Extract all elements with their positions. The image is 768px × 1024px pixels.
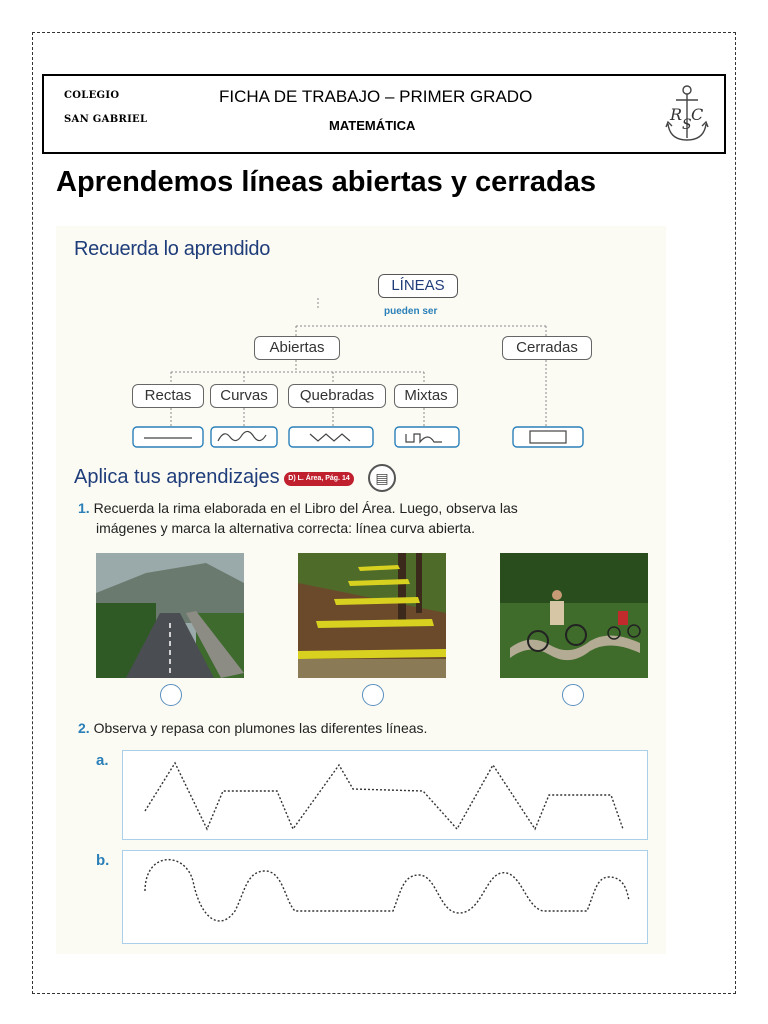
anchor-seal-icon: [662, 82, 712, 146]
concept-root-lineas: LÍNEAS: [378, 274, 458, 298]
parking-curbs-photo: [298, 553, 446, 678]
answer-option-curbs[interactable]: [362, 684, 384, 706]
question-2: [78, 718, 427, 738]
concept-abiertas: Abiertas: [254, 336, 340, 360]
zigzag-line-example: [288, 426, 374, 448]
svg-text:S: S: [682, 117, 692, 133]
concept-rectas: Rectas: [132, 384, 204, 408]
trace-area-b[interactable]: [122, 850, 648, 944]
header-box: [42, 74, 726, 154]
item-a-label: a.: [96, 752, 109, 769]
question-1-text-line2: imágenes y marca la alternativa correcta: línea curva abierta.: [96, 520, 475, 536]
section-heading-recuerda: Recuerda lo aprendido: [74, 238, 271, 260]
textbook-reference-badge: D) L. Área, Pág. 14: [284, 472, 354, 486]
concept-cerradas: Cerradas: [502, 336, 592, 360]
textbook-excerpt: [56, 226, 666, 954]
question-2-number: 2.: [78, 720, 90, 736]
worksheet-title: FICHA DE TRABAJO – PRIMER GRADO: [219, 87, 533, 106]
page-title: Aprendemos líneas abiertas y cerradas: [56, 166, 596, 198]
zigzag-trace-path: [123, 751, 647, 839]
school-name-line1: COLEGIO: [64, 90, 120, 101]
mixed-line-example: [394, 426, 460, 448]
bicycles-photo: [500, 553, 648, 678]
question-1-line1: [78, 498, 518, 518]
concept-mixtas: Mixtas: [394, 384, 458, 408]
wave-trace-path: [123, 851, 647, 943]
straight-line-example: [132, 426, 204, 448]
book-icon: ▤: [368, 464, 396, 492]
svg-text:C: C: [691, 105, 704, 124]
trace-area-a[interactable]: [122, 750, 648, 840]
closed-line-example: [512, 426, 584, 448]
curved-line-example: [210, 426, 278, 448]
question-2-text: Observa y repasa con plumones las diferentes líneas.: [93, 720, 428, 736]
answer-option-road[interactable]: [160, 684, 182, 706]
road-photo: [96, 553, 244, 678]
concept-connector-label: pueden ser: [384, 306, 438, 317]
subject-label: MATEMÁTICA: [329, 118, 416, 133]
section-heading-aplica: Aplica tus aprendizajes: [74, 466, 280, 488]
item-b-label: b.: [96, 852, 110, 869]
school-name-line2: SAN GABRIEL: [64, 114, 148, 125]
concept-quebradas: Quebradas: [288, 384, 386, 408]
answer-option-bicycles[interactable]: [562, 684, 584, 706]
svg-text:R: R: [670, 105, 683, 124]
concept-curvas: Curvas: [210, 384, 278, 408]
question-1-text-line1: Recuerda la rima elaborada en el Libro del Área. Luego, observa las: [93, 500, 518, 516]
question-1-number: 1.: [78, 500, 90, 516]
